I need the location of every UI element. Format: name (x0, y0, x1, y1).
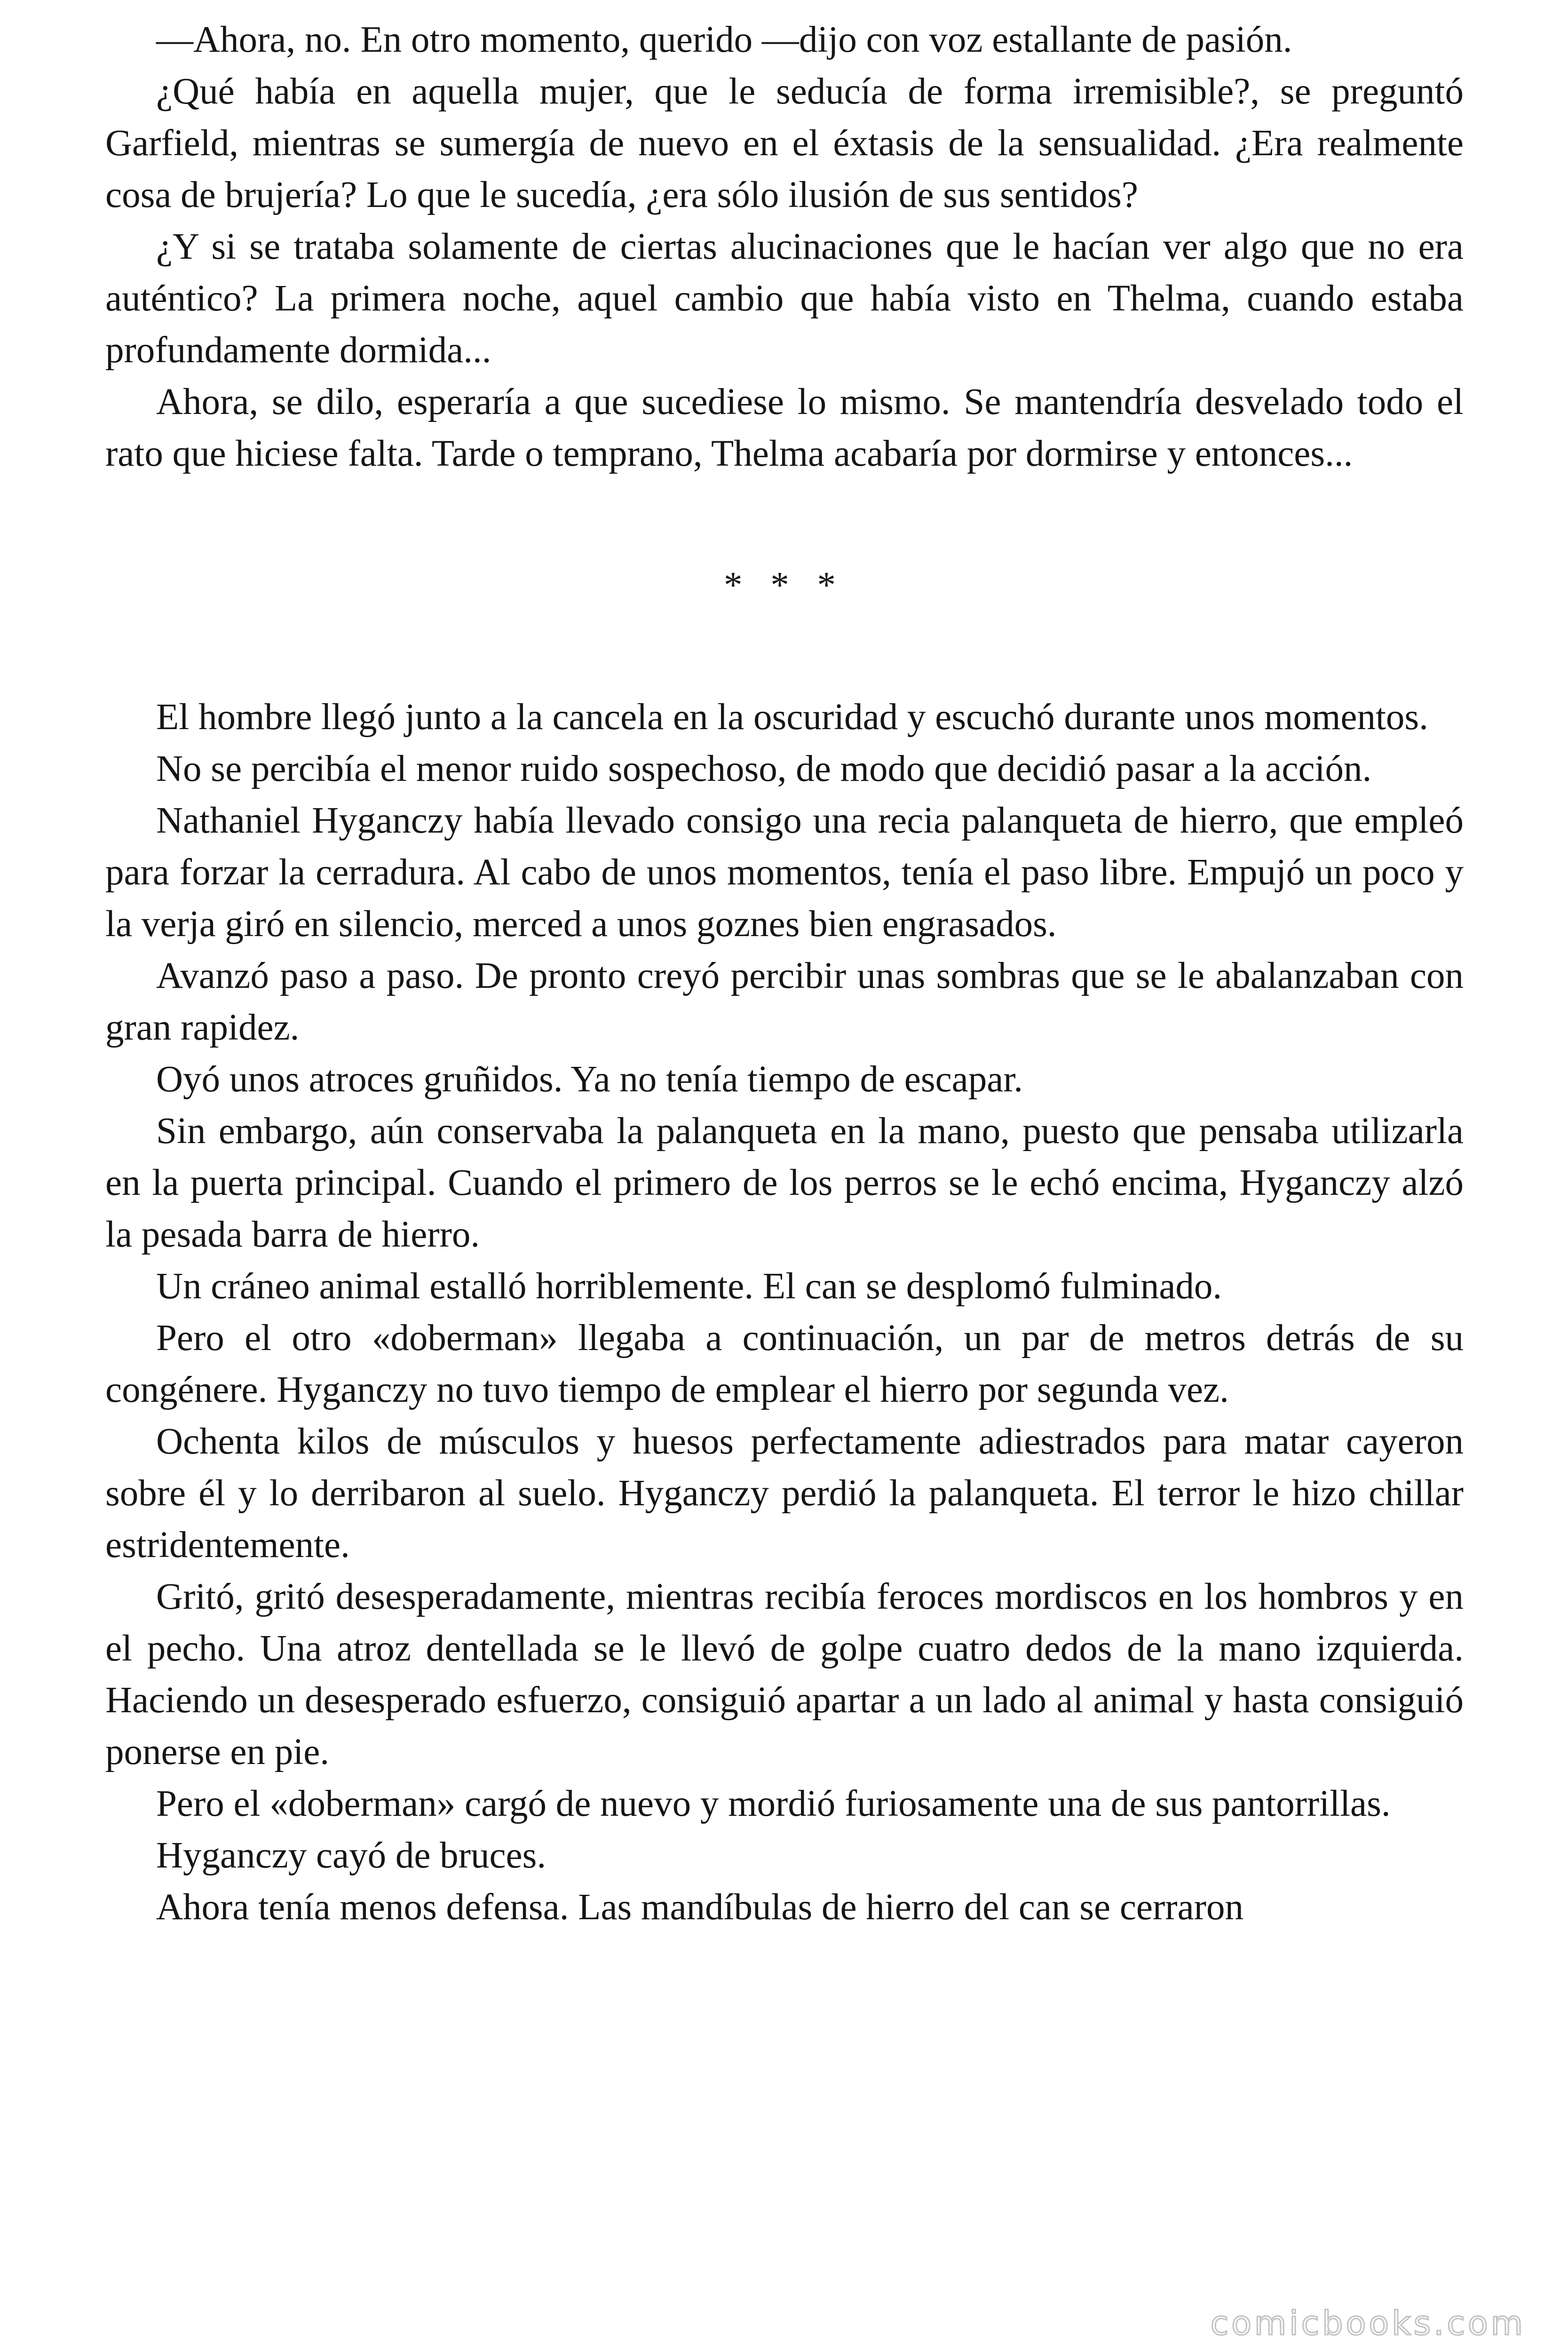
paragraph: Sin embargo, aún conservaba la palanqueta en la mano, puesto que pensaba utilizarla en la puerta principal. Cuando el primero de los perros se le echó encima, Hyganczy alzó la pesada barra de hierro. (105, 1111, 1464, 1255)
paragraph: Pero el otro «doberman» llegaba a continuación, un par de metros detrás de su congénere. Hyganczy no tuvo tiempo de emplear el hierro por segunda vez. (105, 1318, 1464, 1410)
paragraph: Un cráneo animal estalló horriblemente. El can se desplomó fulminado. (156, 1266, 1222, 1307)
paragraph: No se percibía el menor ruido sospechoso, de modo que decidió pasar a la acción. (156, 748, 1372, 789)
paragraph: ¿Y si se trataba solamente de ciertas alucinaciones que le hacían ver algo que no era auténtico? La primera noche, aquel cambio que había visto en Thelma, cuando estaba profundamente dormida... (105, 226, 1464, 371)
section-break: * * * (724, 565, 845, 606)
book-page (105, 14, 1464, 1933)
paragraph: Ahora tenía menos defensa. Las mandíbulas de hierro del can se cerraron (156, 1887, 1243, 1928)
paragraph: Oyó unos atroces gruñidos. Ya no tenía tiempo de escapar. (156, 1059, 1023, 1100)
paragraph: ¿Qué había en aquella mujer, que le seducía de forma irremisible?, se preguntó Garfield, mientras se sumergía de nuevo en el éxtasis de la sensualidad. ¿Era realmente cosa de brujería? Lo que le sucedía, ¿era sólo ilusión de sus sentidos? (105, 71, 1464, 215)
watermark: comicbooks.com (1210, 2304, 1526, 2343)
paragraph: Avanzó paso a paso. De pronto creyó percibir unas sombras que se le abalanzaban con gran rapidez. (105, 955, 1464, 1048)
paragraph: Hyganczy cayó de bruces. (156, 1835, 546, 1876)
paragraph: Ochenta kilos de músculos y huesos perfectamente adiestrados para matar cayeron sobre él y lo derribaron al suelo. Hyganczy perdió la palanqueta. El terror le hizo chillar estridentemente. (105, 1421, 1464, 1565)
paragraph: —Ahora, no. En otro momento, querido —dijo con voz estallante de pasión. (156, 19, 1292, 60)
paragraph: Gritó, gritó desesperadamente, mientras recibía feroces mordiscos en los hombros y en el pecho. Una atroz dentellada se le llevó de golpe cuatro dedos de la mano izquierda. Haciendo un desesperado esfuerzo, consiguió apartar a un lado al animal y hasta consiguió ponerse en pie. (105, 1576, 1464, 1772)
paragraph: Pero el «doberman» cargó de nuevo y mordió furiosamente una de sus pantorrillas. (156, 1783, 1391, 1824)
paragraph: Ahora, se dilo, esperaría a que sucediese lo mismo. Se mantendría desvelado todo el rato que hiciese falta. Tarde o temprano, Thelma acabaría por dormirse y entonces... (105, 381, 1464, 474)
paragraph: Nathaniel Hyganczy había llevado consigo una recia palanqueta de hierro, que empleó para forzar la cerradura. Al cabo de unos momentos, tenía el paso libre. Empujó un poco y la verja giró en silencio, merced a unos goznes bien engrasados. (105, 800, 1464, 945)
paragraph: El hombre llegó junto a la cancela en la oscuridad y escuchó durante unos momentos. (156, 697, 1428, 738)
